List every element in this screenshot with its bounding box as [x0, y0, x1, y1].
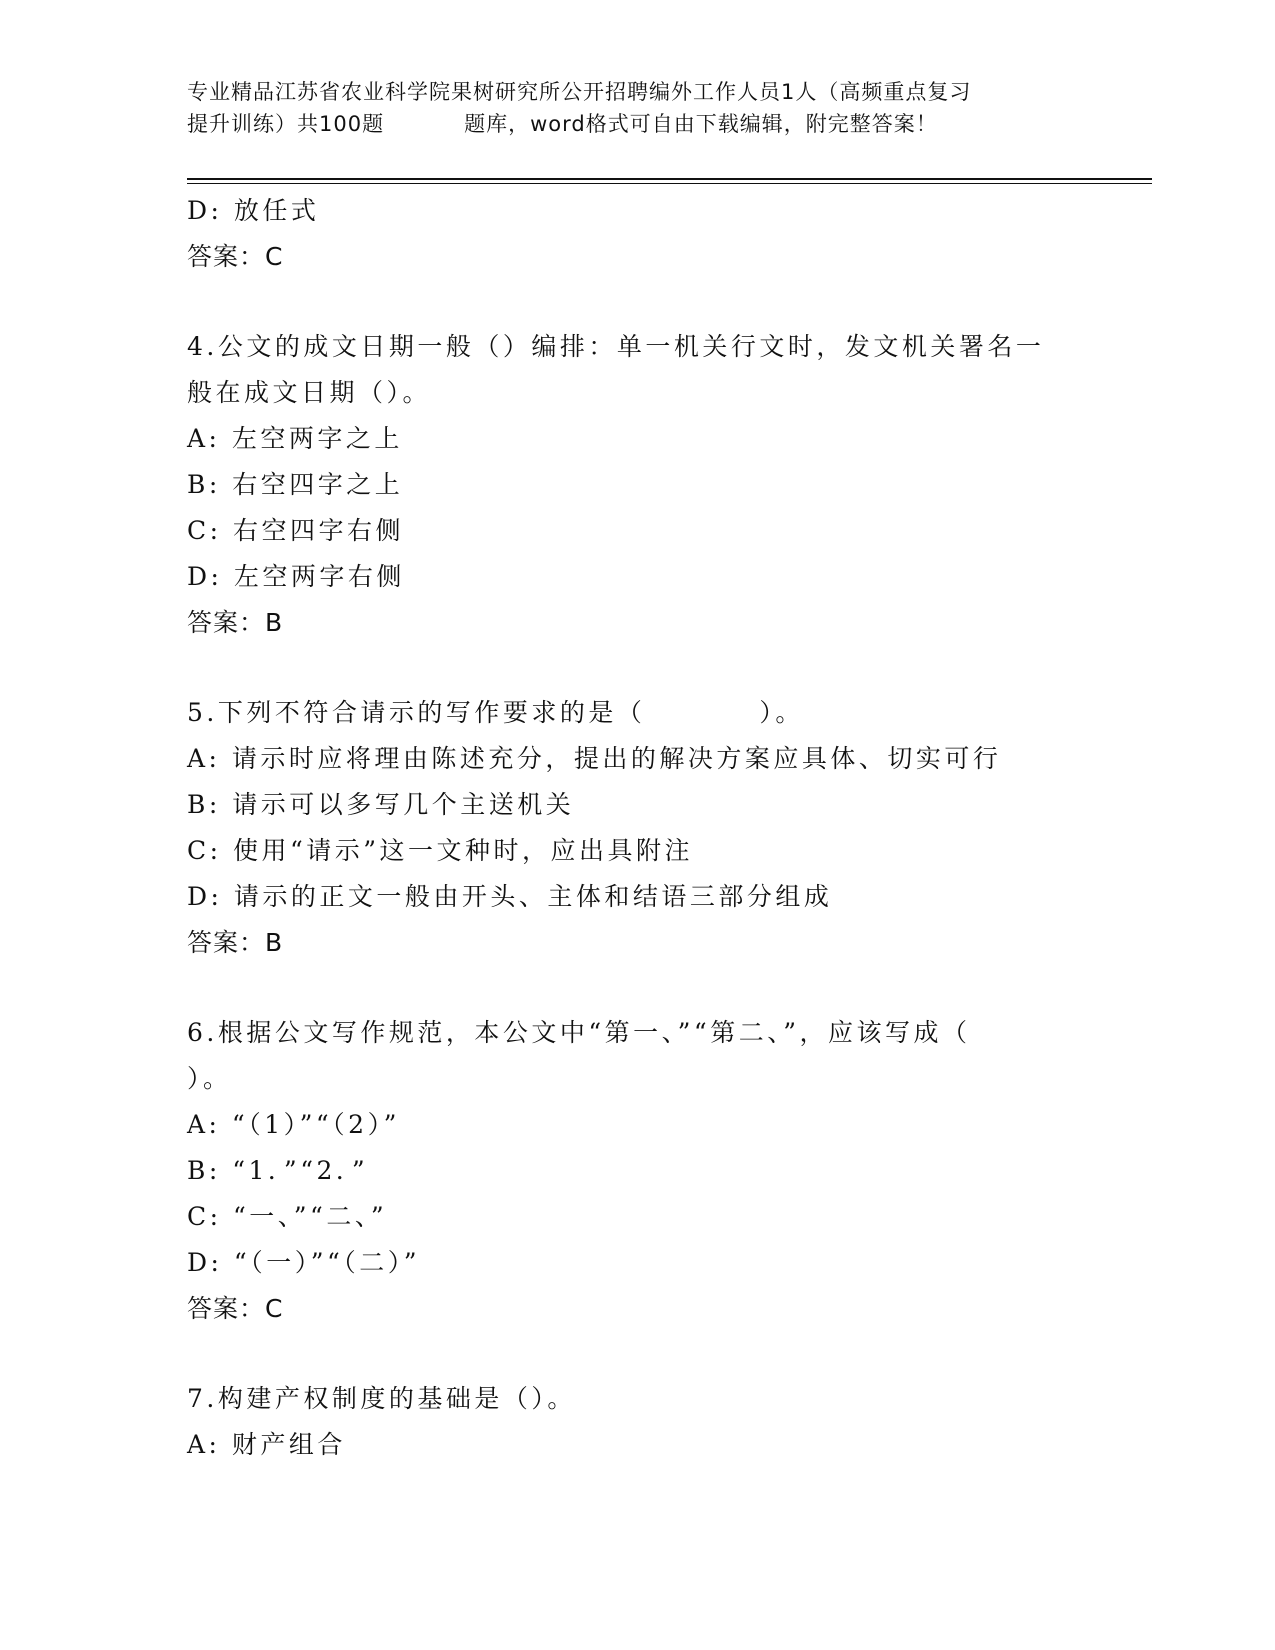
question-block	[187, 188, 1107, 280]
question-line: A: “（1）”“（2）”	[187, 1110, 400, 1139]
question-block	[187, 690, 1107, 966]
question-line: ）。	[187, 1064, 232, 1093]
answer-line: 答案：B	[187, 928, 284, 957]
question-line: D: 左空两字右侧	[187, 562, 405, 591]
answer-line: 答案：B	[187, 608, 284, 637]
question-text: 4.公文的成文日期一般（）编排：单一机关行文时，发文机关署名一	[187, 332, 1045, 361]
question-line: B: “1．”“2．”	[187, 1156, 369, 1185]
question-line: D: 放任式	[187, 196, 320, 225]
header-divider-thick	[187, 178, 1152, 180]
answer-line: 答案：C	[187, 242, 284, 271]
question-line: B: 右空四字之上	[187, 470, 404, 499]
question-line: B: 请示可以多写几个主送机关	[187, 790, 575, 819]
question-line: C: 右空四字右侧	[187, 516, 404, 545]
header-line-2-left: 提升训练）共100题	[187, 112, 385, 136]
question-text: 5.下列不符合请示的写作要求的是（ ）。	[187, 698, 804, 727]
question-block	[187, 1376, 1107, 1468]
header-divider-thin	[187, 183, 1152, 184]
question-line: A: 左空两字之上	[187, 424, 403, 453]
question-block	[187, 1010, 1107, 1332]
header-line-2-right: 题库，word格式可自由下载编辑，附完整答案！	[464, 112, 938, 136]
question-line: A: 财产组合	[187, 1430, 346, 1459]
question-line: D: 请示的正文一般由开头、主体和结语三部分组成	[187, 882, 833, 911]
answer-line: 答案：C	[187, 1294, 284, 1323]
question-line: 般在成文日期（）。	[187, 378, 432, 407]
question-text: 6.根据公文写作规范，本公文中“第一、”“第二、”，应该写成（	[187, 1018, 971, 1047]
question-list	[187, 188, 1107, 1468]
question-line: C: 使用“请示”这一文种时，应出具附注	[187, 836, 694, 865]
question-text: 7.构建产权制度的基础是（）。	[187, 1384, 576, 1413]
question-block	[187, 324, 1107, 646]
question-line: C: “一、”“二、”	[187, 1202, 388, 1231]
question-line: A: 请示时应将理由陈述充分，提出的解决方案应具体、切实可行	[187, 744, 1002, 773]
header-line-2	[187, 108, 1137, 138]
header-line-1: 专业精品江苏省农业科学院果树研究所公开招聘编外工作人员1人（高频重点复习	[187, 80, 972, 104]
question-line: D: “（一）”“（二）”	[187, 1248, 421, 1277]
